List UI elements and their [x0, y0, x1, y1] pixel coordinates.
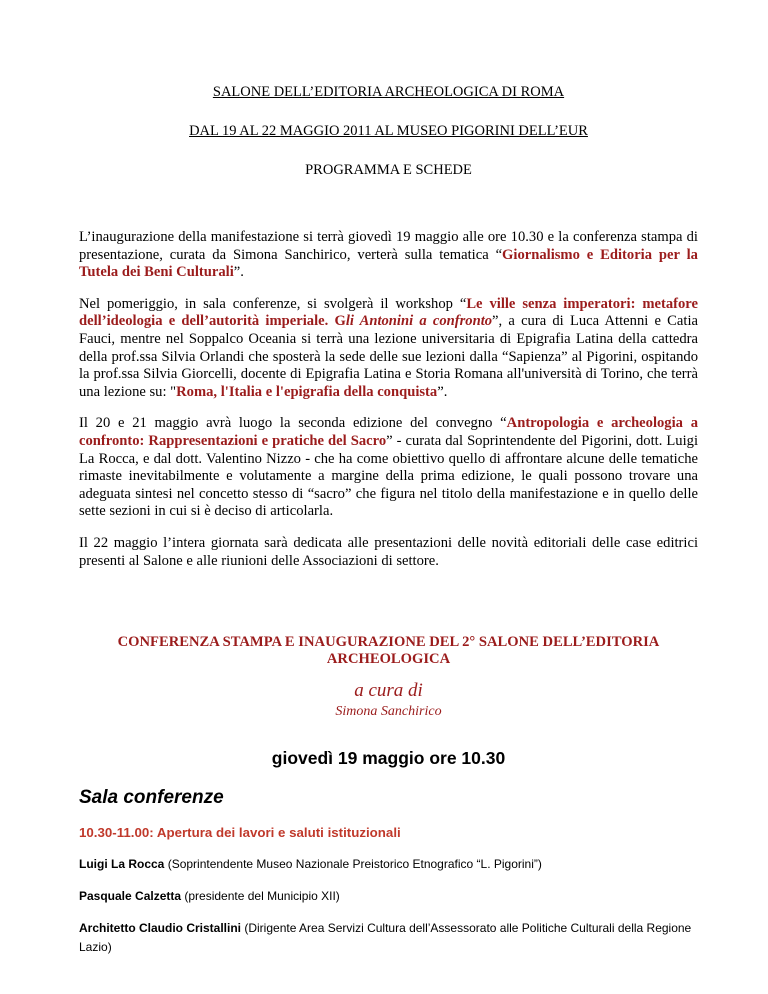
highlight-antonini: li Antonini a confronto — [345, 313, 493, 330]
speaker-item — [79, 887, 698, 906]
highlight-workshop: Le ville senza imperatori: metafore dell’ideologia e dell’autorità imperiale. G — [79, 295, 698, 330]
header-title: SALONE DELL’EDITORIA ARCHEOLOGICA DI ROMA — [212, 84, 565, 100]
conference-title: CONFERENZA STAMPA E INAUGURAZIONE DEL 2° SALONE DELL’EDITORIA ARCHEOLOGICA — [117, 634, 660, 668]
highlight-convegno: Antropologia e archeologia a confronto: Rappresentazioni e pratiche del Sacro — [79, 415, 698, 449]
highlight-theme: Giornalismo e Editoria per la Tutela dei Beni Culturali — [79, 246, 698, 281]
speaker-name: Architetto Claudio Cristallini — [79, 921, 242, 936]
paragraph-inauguration: L’inaugurazione della manifestazione si terrà giovedì 19 maggio alle ore 10.30 e la conferenza stampa di presentazione, curata da Simona Sanchirico, verterà sulla tematica “Giornalismo e Editoria per la Tutela dei Beni Culturali”. — [79, 229, 698, 281]
speaker-role: (Dirigente Area Servizi Cultura dell’Assessorato alle Politiche Culturali della Regione Lazio) — [79, 921, 692, 955]
speaker-role: (presidente del Municipio XII) — [181, 889, 340, 904]
a-cura-di: a cura di — [354, 680, 423, 702]
header-dates: DAL 19 AL 22 MAGGIO 2011 AL MUSEO PIGORINI DELL’EUR — [189, 123, 588, 139]
paragraph-presentations: Il 22 maggio l’intera giornata sarà dedicata alle presentazioni delle novità editoriali delle case editrici presenti al Salone e alle riunioni delle Associazioni di settore. — [79, 534, 698, 569]
curator-name: Simona Sanchirico — [335, 704, 442, 720]
paragraph-workshop: Nel pomeriggio, in sala conferenze, si svolgerà il workshop “Le ville senza imperatori: metafore dell’ideologia e dell’autorità imperiale. Gli Antonini a confronto”, a cura di Luca Attenni e Catia Fauci, mentre nel Soppalco Oceania si terrà una lezione universitaria di Epigrafia Latina della cattedra della prof.ssa Silvia Orlandi che sposterà la sede delle sue lezioni dalla “Sapienza” al Pigorini, ospitando la prof.ssa Silvia Giorcelli, docente di Epigrafia Latina e Storia Romana all'università di Torino, che terrà una lezione su: "Roma, l'Italia e l'epigrafia della conquista”. — [79, 295, 698, 400]
header-subtitle: PROGRAMMA E SCHEDE — [305, 162, 472, 178]
speaker-name: Pasquale Calzetta — [79, 889, 182, 904]
speaker-role: (Soprintendente Museo Nazionale Preistorico Etnografico “L. Pigorini”) — [164, 857, 542, 872]
speaker-item — [79, 855, 698, 874]
highlight-lecture: Roma, l'Italia e l'epigrafia della conquista — [176, 383, 438, 400]
time-slot: 10.30-11.00: Apertura dei lavori e saluti istituzionali — [79, 825, 401, 841]
paragraph-convegno: Il 20 e 21 maggio avrà luogo la seconda edizione del convegno “Antropologia e archeologia a confronto: Rappresentazioni e pratiche del Sacro” - curata dal Soprintendente del Pigorini, dott. Luigi La Rocca, e dal dott. Valentino Nizzo - che ha come obiettivo quello di affrontare alcune delle tematiche rimaste inevitabilmente e volutamente a margine della prima edizione, le quali possono trovare una adeguata sintesi nel concetto stesso di “sacro” che figura nel titolo della manifestazione e in quello delle sette sezioni in cui si è deciso di articolarla. — [79, 415, 699, 520]
room-title: Sala conferenze — [79, 787, 224, 809]
event-date: giovedì 19 maggio ore 10.30 — [271, 748, 506, 769]
speaker-name: Luigi La Rocca — [79, 857, 165, 872]
speaker-item — [79, 919, 698, 957]
